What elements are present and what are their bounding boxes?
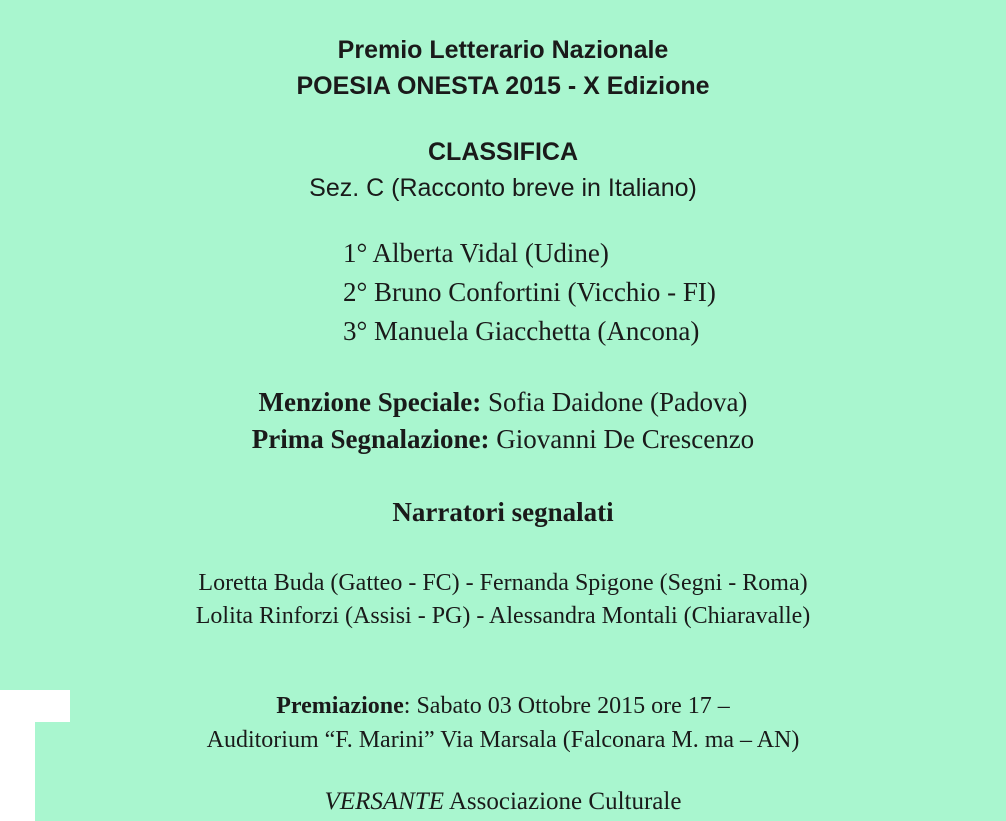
ranking-list xyxy=(343,234,716,351)
narrators-heading: Narratori segnalati xyxy=(392,497,614,527)
ranking-first-place: 1° Alberta Vidal (Udine) xyxy=(343,238,609,268)
ceremony-details xyxy=(0,693,1006,720)
first-report-label: Prima Segnalazione: xyxy=(251,424,490,454)
award-title: Premio Letterario Nazionale xyxy=(337,36,669,64)
narrators-line-2: Lolita Rinforzi (Assisi - PG) - Alessandra Montali (Chiaravalle) xyxy=(195,603,811,629)
edition-title: POESIA ONESTA 2015 - X Edizione xyxy=(296,72,710,100)
ranking-heading: CLASSIFICA xyxy=(428,138,578,166)
ceremony-label: Premiazione xyxy=(276,693,404,719)
organizer-suffix: Associazione Culturale xyxy=(443,788,682,815)
organizer-name: VERSANTE xyxy=(324,788,444,815)
first-report-name: Giovanni De Crescenzo xyxy=(489,424,755,454)
special-mention-label: Menzione Speciale: xyxy=(258,387,482,417)
first-report xyxy=(0,424,1006,455)
section-label: Sez. C (Racconto breve in Italiano) xyxy=(309,174,697,202)
organizer-line xyxy=(0,788,1006,816)
ranking-second-place: 2° Bruno Confortini (Vicchio - FI) xyxy=(343,277,716,307)
ceremony-venue: Auditorium “F. Marini” Via Marsala (Falconara M. ma – AN) xyxy=(206,727,800,753)
ceremony-date: : Sabato 03 Ottobre 2015 ore 17 – xyxy=(403,693,730,719)
narrators-line-1: Loretta Buda (Gatteo - FC) - Fernanda Spigone (Segni - Roma) xyxy=(198,570,808,596)
special-mention xyxy=(0,387,1006,418)
ranking-third-place: 3° Manuela Giacchetta (Ancona) xyxy=(343,316,700,346)
special-mention-name: Sofia Daidone (Padova) xyxy=(481,387,748,417)
